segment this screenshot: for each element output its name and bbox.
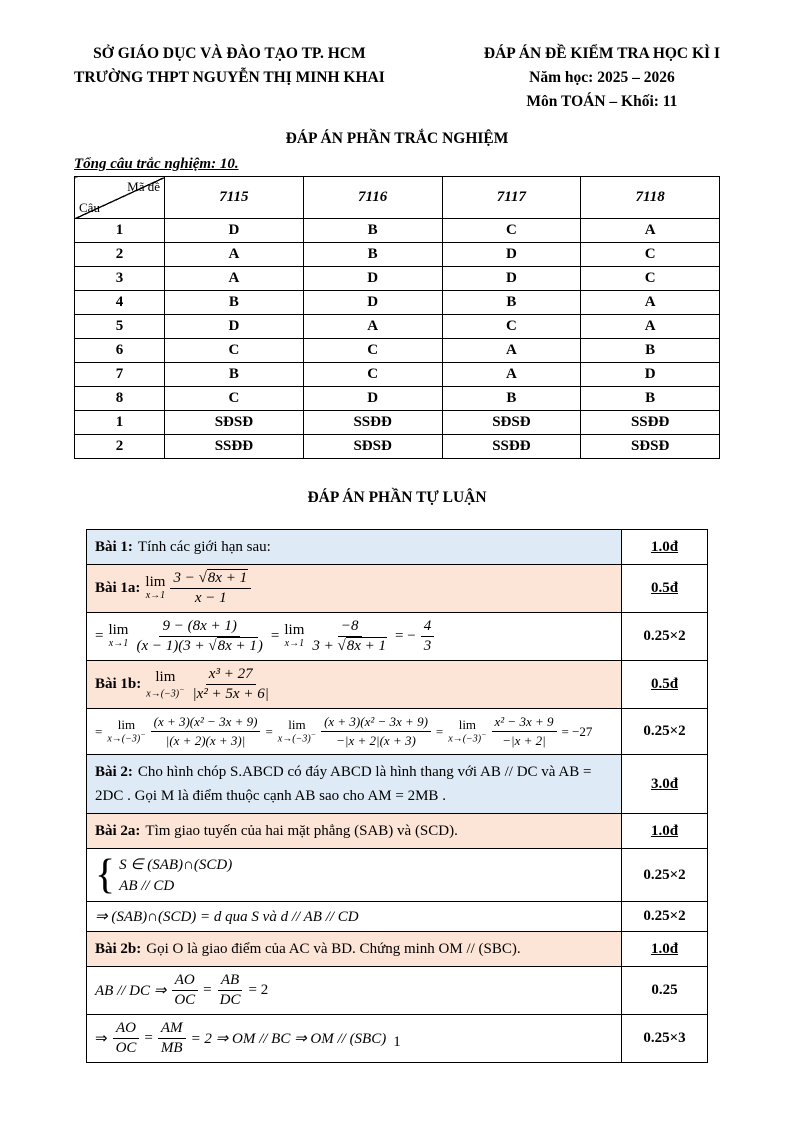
answer-cell: B [581, 387, 720, 411]
answer-cell: D [303, 291, 442, 315]
header-left-block [74, 42, 385, 114]
denominator: 3 [423, 638, 432, 655]
sol2b-step1-formula [95, 972, 268, 1009]
answer-cell: SĐSĐ [581, 435, 720, 459]
question-number: 5 [75, 315, 165, 339]
bai1a-formula [145, 570, 251, 607]
essay-row-sol2a-system [87, 849, 708, 902]
answer-cell: D [165, 219, 304, 243]
equals-sign: = [203, 982, 212, 999]
page-number: 1 [393, 1034, 401, 1050]
table-corner-cell [75, 177, 165, 219]
answer-cell: B [581, 339, 720, 363]
answer-cell: A [581, 219, 720, 243]
bai1-text: Tính các giới hạn sau: [137, 539, 271, 556]
question-number: 1 [75, 411, 165, 435]
bai2b-label: Bài 2b: [95, 941, 142, 958]
answer-cell: A [303, 315, 442, 339]
result-value: = 2 [248, 982, 269, 999]
lim-sub-superscript: − [310, 730, 317, 740]
sqrt-expression [208, 637, 258, 654]
essay-row-sol1a [87, 613, 708, 661]
radicand: 8x + 1 [207, 570, 248, 587]
subject-grade: Môn TOÁN – Khối: 11 [526, 93, 678, 111]
denominator: −|x + 2|(x + 3) [336, 733, 416, 749]
corner-label-cau: Câu [79, 200, 100, 216]
bai2b-content-cell [87, 932, 622, 967]
answer-cell: C [303, 339, 442, 363]
numerator: (x + 3)(x² − 3x + 9) [321, 714, 431, 732]
fraction [309, 618, 390, 655]
bai2-content-cell [87, 755, 622, 814]
fraction [133, 618, 265, 655]
numerator: x² − 3x + 9 [492, 714, 557, 732]
limit-operator [278, 718, 316, 745]
mcq-answer-table [74, 176, 720, 459]
school-name: TRƯỜNG THPT NGUYỄN THỊ MINH KHAI [74, 69, 385, 87]
answer-cell: D [581, 363, 720, 387]
essay-row-bai1 [87, 530, 708, 565]
denominator [133, 637, 265, 655]
question-number: 3 [75, 267, 165, 291]
answer-cell: B [165, 291, 304, 315]
answer-cell: D [165, 315, 304, 339]
lim-word: lim [117, 716, 136, 732]
answer-cell: C [442, 315, 581, 339]
sol1b-score-cell [622, 709, 708, 755]
essay-row-bai1b [87, 661, 708, 709]
bai1a-score: 0.5đ [650, 580, 679, 597]
system-lines [119, 855, 232, 895]
limit-operator [108, 623, 128, 649]
mcq-row-1 [75, 219, 720, 243]
fraction [190, 666, 272, 703]
sol2a-conclusion-text: ⇒ (SAB)∩(SCD) = d qua S và d // AB // CD [95, 909, 359, 926]
bai2-score-cell [622, 755, 708, 814]
lim-word: lim [284, 622, 305, 639]
essay-row-bai2 [87, 755, 708, 814]
essay-row-bai2b [87, 932, 708, 967]
department-name: SỞ GIÁO DỤC VÀ ĐÀO TẠO TP. HCM [93, 45, 366, 62]
limit-operator [448, 718, 486, 745]
lim-word: lim [145, 574, 166, 591]
answer-cell: A [442, 363, 581, 387]
sol1a-score-cell [622, 613, 708, 661]
essay-row-bai1a [87, 565, 708, 613]
exam-code-7116: 7116 [303, 177, 442, 219]
question-number: 2 [75, 435, 165, 459]
answer-cell: C [165, 387, 304, 411]
essay-row-sol1b [87, 709, 708, 755]
lim-sub-base: x→(−3) [107, 733, 141, 745]
mcq-tf-row-1 [75, 411, 720, 435]
radical-sign: √ [208, 638, 217, 655]
answer-cell: SSĐĐ [442, 435, 581, 459]
answer-cell: SSĐĐ [165, 435, 304, 459]
equals-sign: = − [395, 628, 416, 645]
limit-operator [146, 670, 184, 700]
question-number: 7 [75, 363, 165, 387]
answer-cell: B [303, 243, 442, 267]
bai1-score: 1.0đ [650, 538, 679, 555]
sol1b-score: 0.25×2 [643, 723, 686, 740]
bai1b-label: Bài 1b: [95, 675, 142, 692]
answer-cell: B [303, 219, 442, 243]
equation-system [95, 852, 233, 899]
mcq-row-7 [75, 363, 720, 387]
bai1b-formula [146, 666, 272, 703]
numerator: (x + 3)(x² − 3x + 9) [151, 714, 261, 732]
answer-cell: A [442, 339, 581, 363]
mcq-tf-row-2 [75, 435, 720, 459]
mcq-row-4 [75, 291, 720, 315]
mcq-row-3 [75, 267, 720, 291]
answer-cell: A [165, 267, 304, 291]
answer-cell: D [442, 267, 581, 291]
exam-code-7118: 7118 [581, 177, 720, 219]
lim-sub-base: x→(−3) [146, 687, 180, 699]
numerator: 4 [421, 618, 435, 637]
numerator: AO [113, 1020, 139, 1039]
bai1-content-cell [87, 530, 622, 565]
sol1b-formula [95, 714, 592, 749]
bai1b-score-cell [622, 661, 708, 709]
answer-cell: C [165, 339, 304, 363]
question-number: 4 [75, 291, 165, 315]
document-header [74, 42, 720, 114]
sol2b-step1-cell [87, 967, 622, 1015]
question-number: 1 [75, 219, 165, 243]
answer-cell: C [581, 243, 720, 267]
bai2-text: Cho hình chóp S.ABCD có đáy ABCD là hình thang với AB // DC và AB = 2DC . Gọi M là điểm thuộc cạnh AB sao cho AM = 2MB . [95, 764, 592, 805]
bai2b-text: Gọi O là giao điểm của AC và BD. Chứng minh OM // (SBC). [146, 941, 521, 958]
answer-cell: A [581, 315, 720, 339]
bai1a-label: Bài 1a: [95, 579, 141, 596]
bai1b-content-cell [87, 661, 622, 709]
sol2a-system-score: 0.25×2 [643, 866, 686, 883]
fraction [170, 570, 251, 607]
answer-cell: D [303, 387, 442, 411]
conclusion-text: = 2 ⇒ OM // BC ⇒ OM // (SBC) [190, 1031, 387, 1048]
sqrt-expression [338, 637, 388, 654]
bai1a-score-cell [622, 565, 708, 613]
answer-cell: D [442, 243, 581, 267]
mcq-row-8 [75, 387, 720, 411]
bai1b-score: 0.5đ [650, 676, 679, 693]
denominator: OC [115, 1040, 137, 1057]
mcq-row-2 [75, 243, 720, 267]
answer-cell: SĐSĐ [442, 411, 581, 435]
lim-word: lim [108, 622, 129, 639]
mcq-header-row [75, 177, 720, 219]
system-brace: { [95, 852, 116, 899]
equals-sign: = [270, 628, 280, 645]
bai1-score-cell [622, 530, 708, 565]
radical-sign: √ [198, 570, 207, 587]
limit-operator [145, 575, 165, 601]
fraction [151, 714, 261, 749]
answer-cell: SSĐĐ [303, 411, 442, 435]
radical-sign: √ [337, 638, 346, 655]
question-number: 8 [75, 387, 165, 411]
bai1-label: Bài 1: [95, 539, 133, 556]
essay-answer-table [86, 529, 708, 1063]
mcq-row-5 [75, 315, 720, 339]
lim-sub-superscript: − [140, 730, 146, 740]
numerator: x³ + 27 [206, 666, 256, 685]
fraction [492, 714, 557, 749]
numerator: AB [218, 972, 242, 991]
result-value: = −27 [561, 723, 593, 739]
denominator: MB [160, 1040, 183, 1057]
bai2a-text: Tìm giao tuyến của hai mặt phẳng (SAB) và (SCD). [145, 823, 458, 840]
den-text: (x − 1)(3 + [136, 638, 205, 655]
essay-row-sol2b-step1 [87, 967, 708, 1015]
sol2b-step2-score: 0.25×3 [643, 1030, 686, 1047]
bai2a-score: 1.0đ [650, 822, 679, 839]
answer-cell: B [442, 387, 581, 411]
lim-sub-superscript: − [179, 684, 185, 694]
bai2b-score: 1.0đ [650, 940, 679, 957]
limit-operator [107, 718, 145, 745]
answer-cell: SĐSĐ [303, 435, 442, 459]
equals-sign: = [435, 723, 444, 739]
bai2-label: Bài 2: [95, 764, 133, 781]
denominator: x − 1 [194, 590, 227, 607]
lim-subscript [448, 731, 486, 745]
essay-row-sol2a-conclusion [87, 902, 708, 932]
system-line-2: AB // CD [119, 878, 175, 895]
numerator: AM [158, 1020, 186, 1039]
sol2a-system-score-cell [622, 849, 708, 902]
answer-cell: C [303, 363, 442, 387]
radicand: 8x + 1 [217, 638, 257, 655]
lim-sub-base: x→(−3) [277, 733, 311, 745]
radicand: 8x + 1 [346, 638, 387, 655]
bai2b-score-cell [622, 932, 708, 967]
denominator [309, 637, 390, 655]
numerator: 9 − (8x + 1) [159, 618, 239, 637]
answer-cell: A [581, 291, 720, 315]
denominator: OC [174, 992, 196, 1009]
answer-cell: D [303, 267, 442, 291]
header-right-block [484, 42, 720, 114]
answer-cell: A [165, 243, 304, 267]
limit-operator [284, 623, 304, 649]
denominator: |(x + 2)(x + 3)| [165, 733, 246, 749]
den-text: ) [257, 638, 263, 655]
numerator: −8 [338, 618, 362, 637]
sol2b-step1-score: 0.25 [651, 982, 678, 999]
lim-subscript: x→1 [145, 590, 166, 602]
lim-word: lim [155, 668, 176, 685]
answer-cell: SĐSĐ [165, 411, 304, 435]
bai2a-label: Bài 2a: [95, 823, 141, 840]
num-text: 3 − [173, 570, 195, 587]
denominator: DC [219, 992, 241, 1009]
lim-subscript [107, 731, 145, 745]
denominator: |x² + 5x + 6| [192, 686, 269, 703]
fraction [217, 972, 244, 1009]
mcq-row-6 [75, 339, 720, 363]
answer-cell: C [581, 267, 720, 291]
den-text: 3 + [312, 638, 334, 655]
exam-code-7115: 7115 [165, 177, 304, 219]
mcq-section-title: ĐÁP ÁN PHẦN TRẮC NGHIỆM [285, 130, 509, 148]
lim-word: lim [458, 716, 477, 732]
question-number: 6 [75, 339, 165, 363]
bai2-score: 3.0đ [650, 775, 679, 792]
sol1a-formula [95, 618, 434, 655]
school-year: Năm học: 2025 – 2026 [529, 69, 675, 87]
numerator [170, 570, 251, 589]
numerator: AO [172, 972, 198, 991]
bai2a-score-cell [622, 814, 708, 849]
bai1a-content-cell [87, 565, 622, 613]
corner-label-ma-de: Mã đề [127, 179, 160, 195]
essay-row-bai2a [87, 814, 708, 849]
fraction [421, 618, 435, 655]
sol2a-system-cell [87, 849, 622, 902]
lim-word: lim [288, 716, 306, 732]
mcq-total-note: Tổng câu trắc nghiệm: 10. [74, 156, 239, 173]
sol2a-conclusion-score-cell [622, 902, 708, 932]
sol1b-content-cell [87, 709, 622, 755]
fraction [171, 972, 198, 1009]
bai2a-content-cell [87, 814, 622, 849]
fraction [321, 714, 431, 749]
answer-cell: B [442, 291, 581, 315]
denominator: −|x + 2| [502, 733, 546, 749]
equals-sign: = [95, 723, 103, 739]
implies-sign: ⇒ [95, 1031, 108, 1048]
equals-sign: = [144, 1030, 153, 1047]
sol1a-content-cell [87, 613, 622, 661]
sol2a-conclusion-score: 0.25×2 [643, 908, 686, 925]
lim-subscript [146, 686, 184, 700]
exam-code-7117: 7117 [442, 177, 581, 219]
exam-title: ĐÁP ÁN ĐỀ KIỂM TRA HỌC KÌ I [483, 45, 720, 62]
lim-sub-base: x→(−3) [448, 733, 482, 745]
sol2b-step1-score-cell [622, 967, 708, 1015]
answer-cell: SSĐĐ [581, 411, 720, 435]
lim-subscript [278, 731, 316, 745]
sol1a-score: 0.25×2 [643, 628, 686, 645]
answer-cell: B [165, 363, 304, 387]
equals-sign: = [95, 628, 104, 645]
system-line-1: S ∈ (SAB)∩(SCD) [119, 857, 233, 874]
answer-cell: C [442, 219, 581, 243]
lim-subscript: x→1 [284, 638, 305, 650]
sqrt-expression [199, 569, 249, 586]
question-number: 2 [75, 243, 165, 267]
step-premise: AB // DC ⇒ [95, 983, 167, 1000]
lim-subscript: x→1 [108, 638, 129, 650]
essay-section-title: ĐÁP ÁN PHẦN TỰ LUẬN [307, 489, 487, 507]
equals-sign: = [265, 723, 273, 739]
sol2a-conclusion-cell [87, 902, 622, 932]
lim-sub-superscript: − [481, 730, 487, 740]
